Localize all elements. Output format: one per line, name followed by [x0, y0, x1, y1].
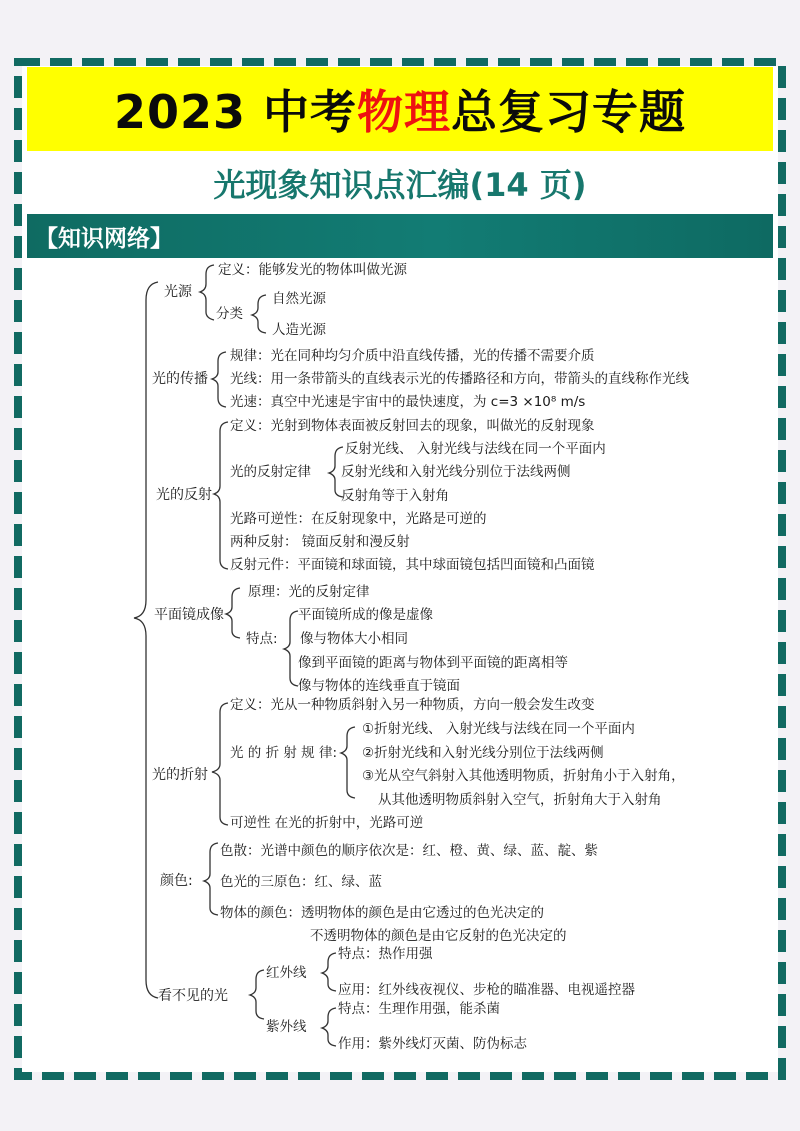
reflection-reversibility: 光路可逆性：在反射现象中，光路是可逆的 [230, 511, 487, 527]
ultraviolet-application: 作用：紫外线灯灭菌、防伪标志 [338, 1036, 527, 1052]
page-title: 2023 中考物理总复习专题 [113, 85, 687, 139]
refraction-law-1: ①折射光线、 入射光线与法线在同一个平面内 [362, 721, 635, 737]
refraction-law-3-cont: 从其他透明物质斜射入空气，折射角大于入射角 [378, 792, 662, 808]
reflection-definition: 定义：光射到物体表面被反射回去的现象，叫做光的反射现象 [230, 418, 595, 434]
page-subtitle: 光现象知识点汇编(14 页) [213, 166, 587, 204]
node-classification: 分类 [216, 306, 243, 322]
object-color-transparent: 物体的颜色：透明物体的颜色是由它透过的色光决定的 [220, 905, 544, 921]
propagation-speed: 光速：真空中光速是宇宙中的最快速度，为 c=3 ×10⁸ m/s [230, 394, 586, 410]
node-reflection-law: 光的反射定律 [230, 464, 311, 480]
refraction-law-2: ②折射光线和入射光线分别位于法线两侧 [362, 745, 604, 761]
infrared-feature: 特点：热作用强 [338, 946, 433, 962]
node-infrared: 红外线 [266, 965, 307, 981]
node-refraction: 光的折射 [152, 767, 208, 783]
node-color: 颜色: [160, 873, 193, 889]
propagation-rule: 规律：光在同种均匀介质中沿直线传播，光的传播不需要介质 [230, 348, 595, 364]
object-color-opaque: 不透明物体的颜色是由它反射的色光决定的 [310, 928, 567, 944]
reflection-elements: 反射元件：平面镜和球面镜，其中球面镜包括凹面镜和凸面镜 [230, 557, 595, 573]
source-type-artificial: 人造光源 [272, 322, 326, 338]
refraction-law-3: ③光从空气斜射入其他透明物质，折射角小于入射角， [362, 768, 685, 784]
node-invisible-light: 看不见的光 [158, 988, 228, 1004]
reflection-law-2: 反射光线和入射光线分别位于法线两侧 [341, 464, 571, 480]
refraction-reversibility: 可逆性 在光的折射中，光路可逆 [230, 815, 424, 831]
title-highlight: 物理 [357, 85, 452, 139]
node-light-source: 光源 [164, 284, 192, 300]
ultraviolet-feature: 特点：生理作用强，能杀菌 [338, 1001, 500, 1017]
infrared-application: 应用：红外线夜视仪、步枪的瞄准器、电视遥控器 [338, 982, 635, 998]
source-type-natural: 自然光源 [272, 291, 326, 307]
color-primaries: 色光的三原色：红、绿、蓝 [220, 874, 382, 890]
node-features: 特点: [246, 631, 278, 647]
light-source-definition: 定义：能够发光的物体叫做光源 [218, 262, 407, 278]
color-dispersion: 色散：光谱中颜色的顺序依次是：红、橙、黄、绿、蓝、靛、紫 [220, 843, 598, 859]
node-propagation: 光的传播 [152, 371, 208, 387]
node-reflection: 光的反射 [156, 487, 212, 503]
reflection-types: 两种反射： 镜面反射和漫反射 [230, 534, 410, 550]
node-ultraviolet: 紫外线 [266, 1019, 307, 1035]
plane-mirror-feature-3: 像到平面镜的距离与物体到平面镜的距离相等 [298, 655, 568, 671]
section-label: 【知识网络】 [35, 225, 173, 252]
plane-mirror-feature-4: 像与物体的连线垂直于镜面 [298, 678, 460, 694]
propagation-ray: 光线：用一条带箭头的直线表示光的传播路径和方向，带箭头的直线称作光线 [230, 371, 689, 387]
refraction-definition: 定义：光从一种物质斜射入另一种物质，方向一般会发生改变 [230, 697, 595, 713]
plane-mirror-feature-1: 平面镜所成的像是虚像 [298, 607, 433, 623]
reflection-law-1: 反射光线、 入射光线与法线在同一个平面内 [345, 441, 606, 457]
node-plane-mirror: 平面镜成像 [154, 607, 224, 623]
node-refraction-law: 光 的 折 射 规 律: [230, 745, 338, 761]
reflection-law-3: 反射角等于入射角 [341, 488, 449, 504]
plane-mirror-principle: 原理：光的反射定律 [248, 584, 370, 600]
plane-mirror-feature-2: 像与物体大小相同 [300, 631, 408, 647]
